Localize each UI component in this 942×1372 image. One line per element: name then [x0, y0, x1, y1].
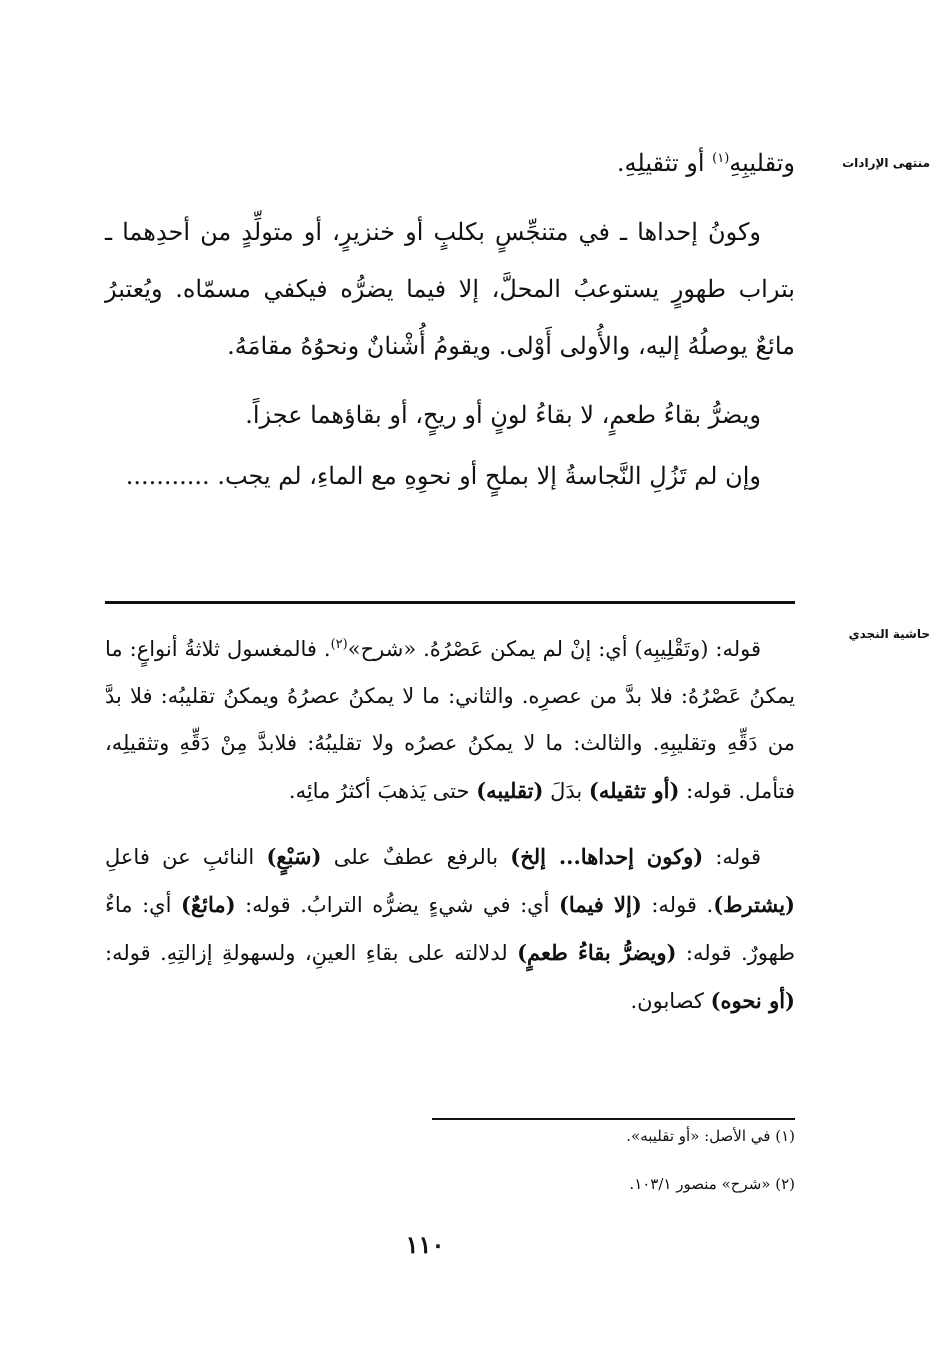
main-paragraph-4: وإن لم تَزُلِ النَّجاسةُ إلا بملحٍ أو نحوِهِ مع الماءِ، لم يجب. ........... [125, 462, 761, 490]
c2-bold-4: (إلا فيما) [558, 892, 642, 917]
c2-part-h: كصابون. [630, 989, 711, 1013]
commentary-block [105, 626, 795, 1025]
c2-part-d: . قوله: [641, 893, 714, 917]
side-label-hashiyat-alnajdi: حاشية النجدي [848, 627, 930, 641]
c1-part-d: حتى يَذهبَ أكثرُ مائِه. [288, 779, 477, 803]
c2-bold-6: (ويضرُّ بقاءُ طعمٍ) [517, 940, 677, 965]
commentary-paragraph-1 [105, 626, 795, 815]
footnote-1: (١) في الأصل: «أو تقليبه». [626, 1127, 795, 1145]
footnote-2: (٢) «شرح» منصور ١٠٣/١. [629, 1175, 795, 1193]
c2-bold-3: (يشترط) [713, 892, 795, 917]
main-paragraph-1 [105, 135, 795, 192]
c2-part-e: أي: في شيءٍ يضرُّه الترابُ. قوله: [235, 893, 559, 917]
c1-part-a: قوله: (وتَقْلِيبِه) أي: إنْ لم يمكن عَصْرُهُ. «شرح» [347, 637, 761, 661]
c2-part-g: لدلالته على بقاءِ العينِ، ولسهولةِ إزالتِهِ. قوله: [105, 941, 518, 965]
c2-part-b: بالرفع عطفٌ على [321, 845, 511, 869]
page-number: ١١٠ [405, 1230, 445, 1259]
c1-part-c: بدَلَ [543, 779, 589, 803]
footnote-divider [432, 1118, 795, 1120]
footnote-ref-2[interactable]: (٢) [330, 637, 348, 652]
c2-part-f: أي: ماءٌ طهورٌ. قوله: [105, 893, 795, 965]
c1-bold-1: (أو تثقيله) [588, 778, 680, 803]
main-paragraph-2: وكونُ إحداها ـ في متنجِّسٍ بكلبٍ أو خنزيرٍ، أو متولِّدٍ من أحدِهما ـ بتراب طهورٍ يستوعبُ المحلَّ، إلا فيما يضرُّه فيكفي مسمّاه. ويُعتبرُ مائعٌ يوصلُهُ إليه، والأُولى أَوْلى. ويقومُ أُشْنانٌ ونحوُهُ مقامَهُ. [105, 218, 795, 360]
c2-bold-2: (سَبْعٍ) [266, 844, 322, 869]
side-label-muntaha: منتهى الإرادات [842, 156, 930, 170]
c2-bold-5: (مائعٌ) [180, 892, 236, 917]
c2-bold-1: (وكون إحداها... إلخ) [510, 844, 704, 869]
c1-part-b: . فالمغسول ثلاثةُ أنواعٍ: ما يمكنُ عَصْرُهُ: فلا بدَّ من عصرِه. والثاني: ما لا يمكنُ عصرُهُ ويمكنُ تقليبُه: فلا بدَّ من دَقِّهِ وتقليبِهِ. والثالث: ما لا يمكنُ عصرُه ولا تقليبُهُ: فلابدَّ مِنْ دَقِّهِ وتثقيلِه، فتأمل. قوله: [105, 637, 795, 803]
main-paragraph-3: ويضرُّ بقاءُ طعمٍ، لا بقاءُ لونٍ أو ريحٍ، أو بقاؤهما عجزاً. [245, 401, 761, 429]
c1-bold-2: (تقليبه) [476, 778, 544, 803]
main-text-block [105, 135, 795, 505]
footnote-ref-1[interactable]: (١) [712, 151, 730, 166]
c2-bold-7: (أو نحوه) [710, 988, 795, 1013]
main-p1-rest: أو تثقيلِهِ. [616, 149, 713, 177]
commentary-paragraph-2 [105, 833, 795, 1025]
main-p1-text: وتقليبِهِ [729, 149, 795, 177]
c2-part-c: النائبِ عن فاعلِ [105, 845, 267, 869]
footnotes [420, 1123, 795, 1219]
section-divider [105, 601, 795, 604]
c2-part-a: قوله: [703, 845, 761, 869]
